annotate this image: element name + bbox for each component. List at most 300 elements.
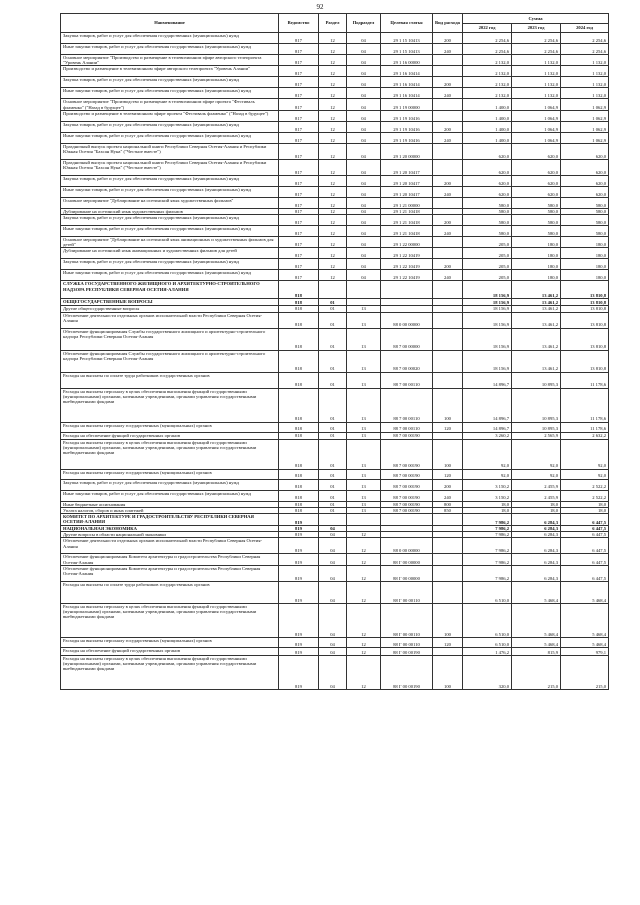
row-value-2022: 580,0 [463,226,512,237]
row-name: Иные закупки товаров, работ и услуг для обеспечения государственных (муниципальных) нужд [61,44,279,55]
row-name: Закупка товаров, работ и услуг для обеспечения государственных (муниципальных) нужд [61,175,279,186]
row-csr: 88 Г 00 00190 [381,647,433,655]
row-ved: 818 [279,299,319,306]
row-razdel: 12 [319,237,347,248]
table-row [61,66,609,77]
row-podrazdel: 13 [347,328,381,350]
row-vr: 240 [433,490,463,501]
header-ved: Ведомство [279,14,319,33]
row-vr [433,350,463,372]
row-value-2024: 2 522,2 [561,479,609,490]
row-value-2023: 1 064,9 [512,132,561,143]
table-row [61,565,609,581]
row-podrazdel: 04 [347,270,381,281]
table-row [61,328,609,350]
row-value-2023: 92,0 [512,439,561,469]
row-vr: 100 [433,655,463,689]
row-ved: 819 [279,637,319,647]
row-value-2022: 620,0 [463,143,512,159]
row-value-2023: 1 132,0 [512,66,561,77]
table-row [61,175,609,186]
row-name: Закупка товаров, работ и услуг для обеспечения государственных (муниципальных) нужд [61,33,279,44]
row-value-2022: 3 150,2 [463,479,512,490]
row-name: СЛУЖБА ГОСУДАРСТВЕННОГО ЖИЛИЩНОГО И АРХИТЕКТУРНО-СТРОИТЕЛЬНОГО НАДЗОРА РЕСПУБЛИКИ СЕВЕРНАЯ ОСЕТИЯ-АЛАНИЯ [61,281,279,299]
row-csr [381,299,433,306]
row-csr: 29 1 22 00000 [381,237,433,248]
row-value-2022: 18 156,9 [463,299,512,306]
row-value-2024: 620,0 [561,175,609,186]
table-row [61,226,609,237]
table-row [61,110,609,121]
row-csr: 88 0 00 00000 [381,538,433,554]
row-value-2022: 2 254,6 [463,44,512,55]
row-value-2023: 10 895,3 [512,372,561,388]
row-razdel: 12 [319,110,347,121]
row-podrazdel: 04 [347,215,381,226]
table-row [61,99,609,110]
row-value-2024: 180,0 [561,259,609,270]
row-name: НАЦИОНАЛЬНАЯ ЭКОНОМИКА [61,526,279,532]
row-name: Обеспечение деятельности отдельных органов исполнительной власти Республики Северная Осетия-Алания [61,312,279,328]
row-value-2022: 1 400,0 [463,99,512,110]
row-value-2023: 815,9 [512,647,561,655]
row-vr: 240 [433,186,463,197]
row-csr: 29 1 16 10414 [381,88,433,99]
table-row [61,159,609,175]
row-csr: 29 1 19 10416 [381,110,433,121]
row-name: Праздничный выпуск проекта национальной книги Республики Северная Осетия-Алания и Республики Южная Осетия "Бахсан Нуна" ("Честное вместе") [61,143,279,159]
row-podrazdel: 12 [347,565,381,581]
row-value-2023: 13 461,2 [512,299,561,306]
row-value-2023: 13 461,2 [512,328,561,350]
row-vr: 200 [433,33,463,44]
row-name: Закупка товаров, работ и услуг для обеспечения государственных (муниципальных) нужд [61,479,279,490]
row-vr [433,565,463,581]
row-value-2024: 580,0 [561,226,609,237]
row-podrazdel: 04 [347,132,381,143]
row-podrazdel: 13 [347,422,381,432]
row-razdel: 01 [319,469,347,479]
row-podrazdel: 04 [347,186,381,197]
row-value-2022: 18 156,9 [463,312,512,328]
row-value-2022: 14 896,7 [463,372,512,388]
row-csr: 29 1 20 10417 [381,186,433,197]
row-value-2024: 620,0 [561,159,609,175]
row-value-2024: 11 178,6 [561,372,609,388]
row-csr: 88 7 00 00000 [381,328,433,350]
row-vr: 200 [433,259,463,270]
row-value-2022: 620,0 [463,186,512,197]
row-razdel: 12 [319,99,347,110]
row-value-2023: 6 284,3 [512,565,561,581]
row-name: Дублирование на осетинский язык анимационных и художественных фильмов для детей [61,248,279,259]
row-name: Иные закупки товаров, работ и услуг для обеспечения государственных (муниципальных) нужд [61,186,279,197]
row-value-2022: 18 156,9 [463,328,512,350]
row-name: ОБЩЕГОСУДАРСТВЕННЫЕ ВОПРОСЫ [61,299,279,306]
row-razdel: 04 [319,647,347,655]
header-summa: Сумма [463,14,609,24]
row-value-2024: 11 178,6 [561,422,609,432]
row-razdel: 04 [319,526,347,532]
table-row [61,197,609,208]
row-value-2024: 6 447,5 [561,538,609,554]
row-razdel: 04 [319,538,347,554]
row-value-2023: 13 461,2 [512,312,561,328]
row-csr: 88 7 00 00190 [381,490,433,501]
row-name: Расходы на выплаты персоналу в целях обеспечения выполнения функций государственными (муниципальными) органами, казенными учреждениями, органами управления государственными внебюджетными фондами [61,439,279,469]
table-body [61,33,609,690]
row-name: Основное мероприятие "Производство и размещение в телевизионном эфире авторского телепроекта "Уровень Алании" [61,55,279,66]
row-value-2023: 13 461,2 [512,306,561,312]
row-value-2023: 6 284,3 [512,532,561,538]
row-razdel: 12 [319,132,347,143]
row-vr: 100 [433,603,463,637]
row-value-2023: 1 064,9 [512,110,561,121]
row-ved: 818 [279,422,319,432]
row-ved: 819 [279,565,319,581]
table-row [61,388,609,422]
row-csr: 29 1 21 10418 [381,208,433,214]
table-row [61,259,609,270]
row-value-2022: 1 476,2 [463,647,512,655]
row-csr: 29 1 19 10416 [381,132,433,143]
row-csr: 29 1 20 00000 [381,143,433,159]
row-value-2023: 180,0 [512,237,561,248]
row-value-2024: 2 522,2 [561,490,609,501]
row-name: Расходы на обеспечение функций государственных органов [61,647,279,655]
row-csr: 29 1 19 10416 [381,121,433,132]
row-razdel: 01 [319,312,347,328]
row-value-2023: 620,0 [512,143,561,159]
row-vr: 240 [433,88,463,99]
row-value-2024: 18,0 [561,507,609,513]
row-value-2023: 6 284,3 [512,538,561,554]
row-razdel: 04 [319,603,347,637]
table-row [61,432,609,439]
row-value-2024: 979,1 [561,647,609,655]
row-value-2024: 92,0 [561,469,609,479]
table-row [61,121,609,132]
row-podrazdel [347,299,381,306]
row-razdel: 12 [319,159,347,175]
row-csr: 88 7 00 00020 [381,350,433,372]
row-value-2022: 18 156,9 [463,281,512,299]
row-value-2024: 1 062,9 [561,121,609,132]
row-name: Иные закупки товаров, работ и услуг для обеспечения государственных (муниципальных) нужд [61,132,279,143]
row-podrazdel: 04 [347,226,381,237]
row-razdel: 04 [319,655,347,689]
row-csr [381,281,433,299]
row-name: Расходы на выплаты персоналу государственных (муниципальных) органов [61,422,279,432]
row-ved: 818 [279,439,319,469]
row-podrazdel: 04 [347,237,381,248]
row-value-2024: 6 447,5 [561,514,609,526]
row-vr: 240 [433,226,463,237]
row-vr: 240 [433,44,463,55]
table-row [61,77,609,88]
row-csr: 88 7 00 00190 [381,432,433,439]
row-value-2022: 620,0 [463,159,512,175]
row-ved: 817 [279,226,319,237]
row-razdel: 12 [319,121,347,132]
row-ved: 817 [279,121,319,132]
row-ved: 818 [279,281,319,299]
row-ved: 818 [279,501,319,507]
row-razdel: 01 [319,328,347,350]
row-value-2023: 180,0 [512,248,561,259]
row-value-2022: 18,0 [463,501,512,507]
row-podrazdel: 04 [347,248,381,259]
row-razdel: 12 [319,66,347,77]
row-value-2022: 6 510,0 [463,603,512,637]
row-value-2024: 5 468,4 [561,637,609,647]
row-ved: 818 [279,388,319,422]
row-podrazdel: 12 [347,637,381,647]
row-razdel: 01 [319,432,347,439]
row-podrazdel: 12 [347,581,381,603]
row-value-2022: 1 400,0 [463,132,512,143]
row-value-2022: 92,0 [463,469,512,479]
row-razdel: 12 [319,44,347,55]
row-value-2023: 180,0 [512,259,561,270]
row-ved: 818 [279,507,319,513]
row-razdel: 01 [319,507,347,513]
table-row [61,132,609,143]
row-name: Иные бюджетные ассигнования [61,501,279,507]
row-name: Иные закупки товаров, работ и услуг для обеспечения государственных (муниципальных) нужд [61,270,279,281]
row-value-2023: 620,0 [512,159,561,175]
row-value-2024: 2 254,6 [561,44,609,55]
row-ved: 819 [279,514,319,526]
row-razdel: 12 [319,197,347,208]
row-ved: 817 [279,55,319,66]
row-value-2023: 180,0 [512,270,561,281]
row-value-2024: 180,0 [561,237,609,248]
row-ved: 817 [279,248,319,259]
row-value-2023: 5 468,4 [512,581,561,603]
row-value-2024: 2 254,6 [561,33,609,44]
row-ved: 817 [279,88,319,99]
table-row [61,554,609,565]
row-value-2024: 13 810,8 [561,281,609,299]
row-value-2023: 1 064,9 [512,121,561,132]
row-csr: 29 1 16 00000 [381,55,433,66]
row-vr [433,328,463,350]
row-razdel: 12 [319,77,347,88]
row-value-2022: 6 510,0 [463,637,512,647]
row-razdel [319,281,347,299]
row-vr: 120 [433,637,463,647]
row-vr [433,143,463,159]
row-value-2022: 18 156,9 [463,306,512,312]
row-value-2023: 215,0 [512,655,561,689]
row-csr: 88 7 00 00190 [381,501,433,507]
row-ved: 817 [279,77,319,88]
row-value-2022: 2 132,0 [463,88,512,99]
row-csr: 88 7 00 00110 [381,422,433,432]
row-value-2023: 6 284,3 [512,526,561,532]
row-razdel: 12 [319,55,347,66]
row-razdel: 01 [319,388,347,422]
row-ved: 818 [279,350,319,372]
row-csr: 29 1 19 00000 [381,99,433,110]
row-razdel: 01 [319,501,347,507]
row-csr: 88 7 00 00190 [381,479,433,490]
row-razdel: 04 [319,565,347,581]
row-name: Закупка товаров, работ и услуг для обеспечения государственных (муниципальных) нужд [61,215,279,226]
row-vr [433,66,463,77]
row-ved: 817 [279,237,319,248]
row-value-2023: 2 254,6 [512,33,561,44]
row-razdel: 04 [319,637,347,647]
row-csr: 88 Г 00 00000 [381,565,433,581]
row-value-2024: 180,0 [561,270,609,281]
row-value-2022: 2 132,0 [463,55,512,66]
row-value-2024: 580,0 [561,208,609,214]
row-value-2022: 1 400,0 [463,121,512,132]
row-name: Расходы на выплаты персоналу в целях обеспечения выполнения функций государственными (муниципальными) органами, казенными учреждениями, органами управления государственными внебюджетными фондами [61,388,279,422]
table-row [61,33,609,44]
row-name: Расходы на выплаты персоналу государственных (муниципальных) органов [61,637,279,647]
row-ved: 817 [279,143,319,159]
row-ved: 817 [279,208,319,214]
row-vr: 200 [433,175,463,186]
row-vr [433,514,463,526]
row-vr [433,299,463,306]
row-value-2024: 11 178,6 [561,388,609,422]
row-name: Другие вопросы в области национальной экономики [61,532,279,538]
row-ved: 817 [279,175,319,186]
row-vr: 200 [433,479,463,490]
row-razdel: 01 [319,422,347,432]
row-vr [433,159,463,175]
row-vr [433,55,463,66]
budget-table [60,13,609,690]
row-value-2022: 580,0 [463,208,512,214]
row-value-2024: 1 132,0 [561,66,609,77]
row-value-2024: 620,0 [561,186,609,197]
table-row [61,215,609,226]
table-row [61,647,609,655]
row-value-2024: 6 447,5 [561,532,609,538]
row-podrazdel: 04 [347,208,381,214]
row-value-2022: 2 132,0 [463,77,512,88]
row-razdel [319,514,347,526]
row-value-2022: 205,0 [463,237,512,248]
row-name: Дублирование на осетинский язык художественных фильмов [61,208,279,214]
row-value-2023: 620,0 [512,175,561,186]
row-vr: 200 [433,121,463,132]
row-podrazdel: 04 [347,55,381,66]
row-csr: 29 1 20 10417 [381,175,433,186]
row-podrazdel: 13 [347,469,381,479]
row-ved: 818 [279,312,319,328]
row-value-2023: 1 064,9 [512,99,561,110]
row-podrazdel: 04 [347,33,381,44]
header-vr: Вид расхода [433,14,463,33]
row-razdel: 04 [319,554,347,565]
table-row [61,372,609,388]
row-name: Производство и размещение в телевизионном эфире проекта "Фестиваль фламенко" ("Назад в будущее") [61,110,279,121]
row-value-2023: 10 895,3 [512,422,561,432]
row-name: Производство и размещение в телевизионном эфире авторского телепроекта "Уровень Алании" [61,66,279,77]
row-podrazdel: 04 [347,143,381,159]
row-value-2024: 13 810,8 [561,350,609,372]
table-row [61,538,609,554]
row-value-2022: 580,0 [463,197,512,208]
page-number: 92 [316,3,324,11]
row-razdel: 01 [319,490,347,501]
row-name: Другие общегосударственные вопросы [61,306,279,312]
row-name: Расходы на выплаты персоналу в целях обеспечения выполнения функций государственными (муниципальными) органами, казенными учреждениями, органами управления государственными внебюджетными фондами [61,655,279,689]
row-value-2024: 13 810,8 [561,306,609,312]
row-name: Обеспечение деятельности отдельных органов исполнительной власти Республики Северная Осетия-Алания [61,538,279,554]
row-csr: 29 1 16 10414 [381,77,433,88]
row-vr: 120 [433,422,463,432]
table-row [61,55,609,66]
row-razdel: 01 [319,439,347,469]
row-value-2024: 1 132,0 [561,55,609,66]
row-podrazdel: 13 [347,507,381,513]
row-csr: 29 1 22 10419 [381,248,433,259]
row-podrazdel: 04 [347,88,381,99]
row-podrazdel [347,514,381,526]
row-razdel: 12 [319,226,347,237]
row-ved: 819 [279,603,319,637]
row-value-2024: 620,0 [561,143,609,159]
row-vr: 120 [433,469,463,479]
row-vr [433,581,463,603]
table-row [61,281,609,299]
row-csr: 29 1 16 10414 [381,66,433,77]
row-value-2022: 7 986,2 [463,532,512,538]
row-razdel: 01 [319,350,347,372]
row-razdel: 04 [319,581,347,603]
row-razdel: 12 [319,208,347,214]
row-name: Основное мероприятие "Дублирование на осетинский язык анимационных и художественных фильмов для детей" [61,237,279,248]
row-podrazdel: 04 [347,159,381,175]
row-value-2022: 205,0 [463,259,512,270]
row-podrazdel: 04 [347,110,381,121]
row-ved: 817 [279,197,319,208]
row-value-2022: 3 150,2 [463,490,512,501]
row-value-2022: 6 510,0 [463,581,512,603]
row-csr: 88 Г 00 00110 [381,603,433,637]
row-razdel: 12 [319,143,347,159]
row-ved: 817 [279,33,319,44]
row-value-2022: 205,0 [463,270,512,281]
row-ved: 819 [279,647,319,655]
row-podrazdel: 04 [347,121,381,132]
row-value-2024: 92,0 [561,439,609,469]
row-value-2023: 1 132,0 [512,77,561,88]
row-value-2022: 320,0 [463,655,512,689]
row-razdel: 01 [319,299,347,306]
row-name: Расходы на выплаты по оплате труда работников государственных органов [61,581,279,603]
row-podrazdel: 04 [347,197,381,208]
row-value-2022: 205,0 [463,248,512,259]
row-value-2023: 6 284,3 [512,514,561,526]
row-podrazdel: 13 [347,439,381,469]
row-name: Закупка товаров, работ и услуг для обеспечения государственных (муниципальных) нужд [61,121,279,132]
row-vr [433,197,463,208]
row-name: Иные закупки товаров, работ и услуг для обеспечения государственных (муниципальных) нужд [61,226,279,237]
row-ved: 817 [279,215,319,226]
row-value-2022: 580,0 [463,215,512,226]
table-row [61,422,609,432]
header-year-2023: 2023 год [512,24,561,33]
row-razdel: 12 [319,33,347,44]
